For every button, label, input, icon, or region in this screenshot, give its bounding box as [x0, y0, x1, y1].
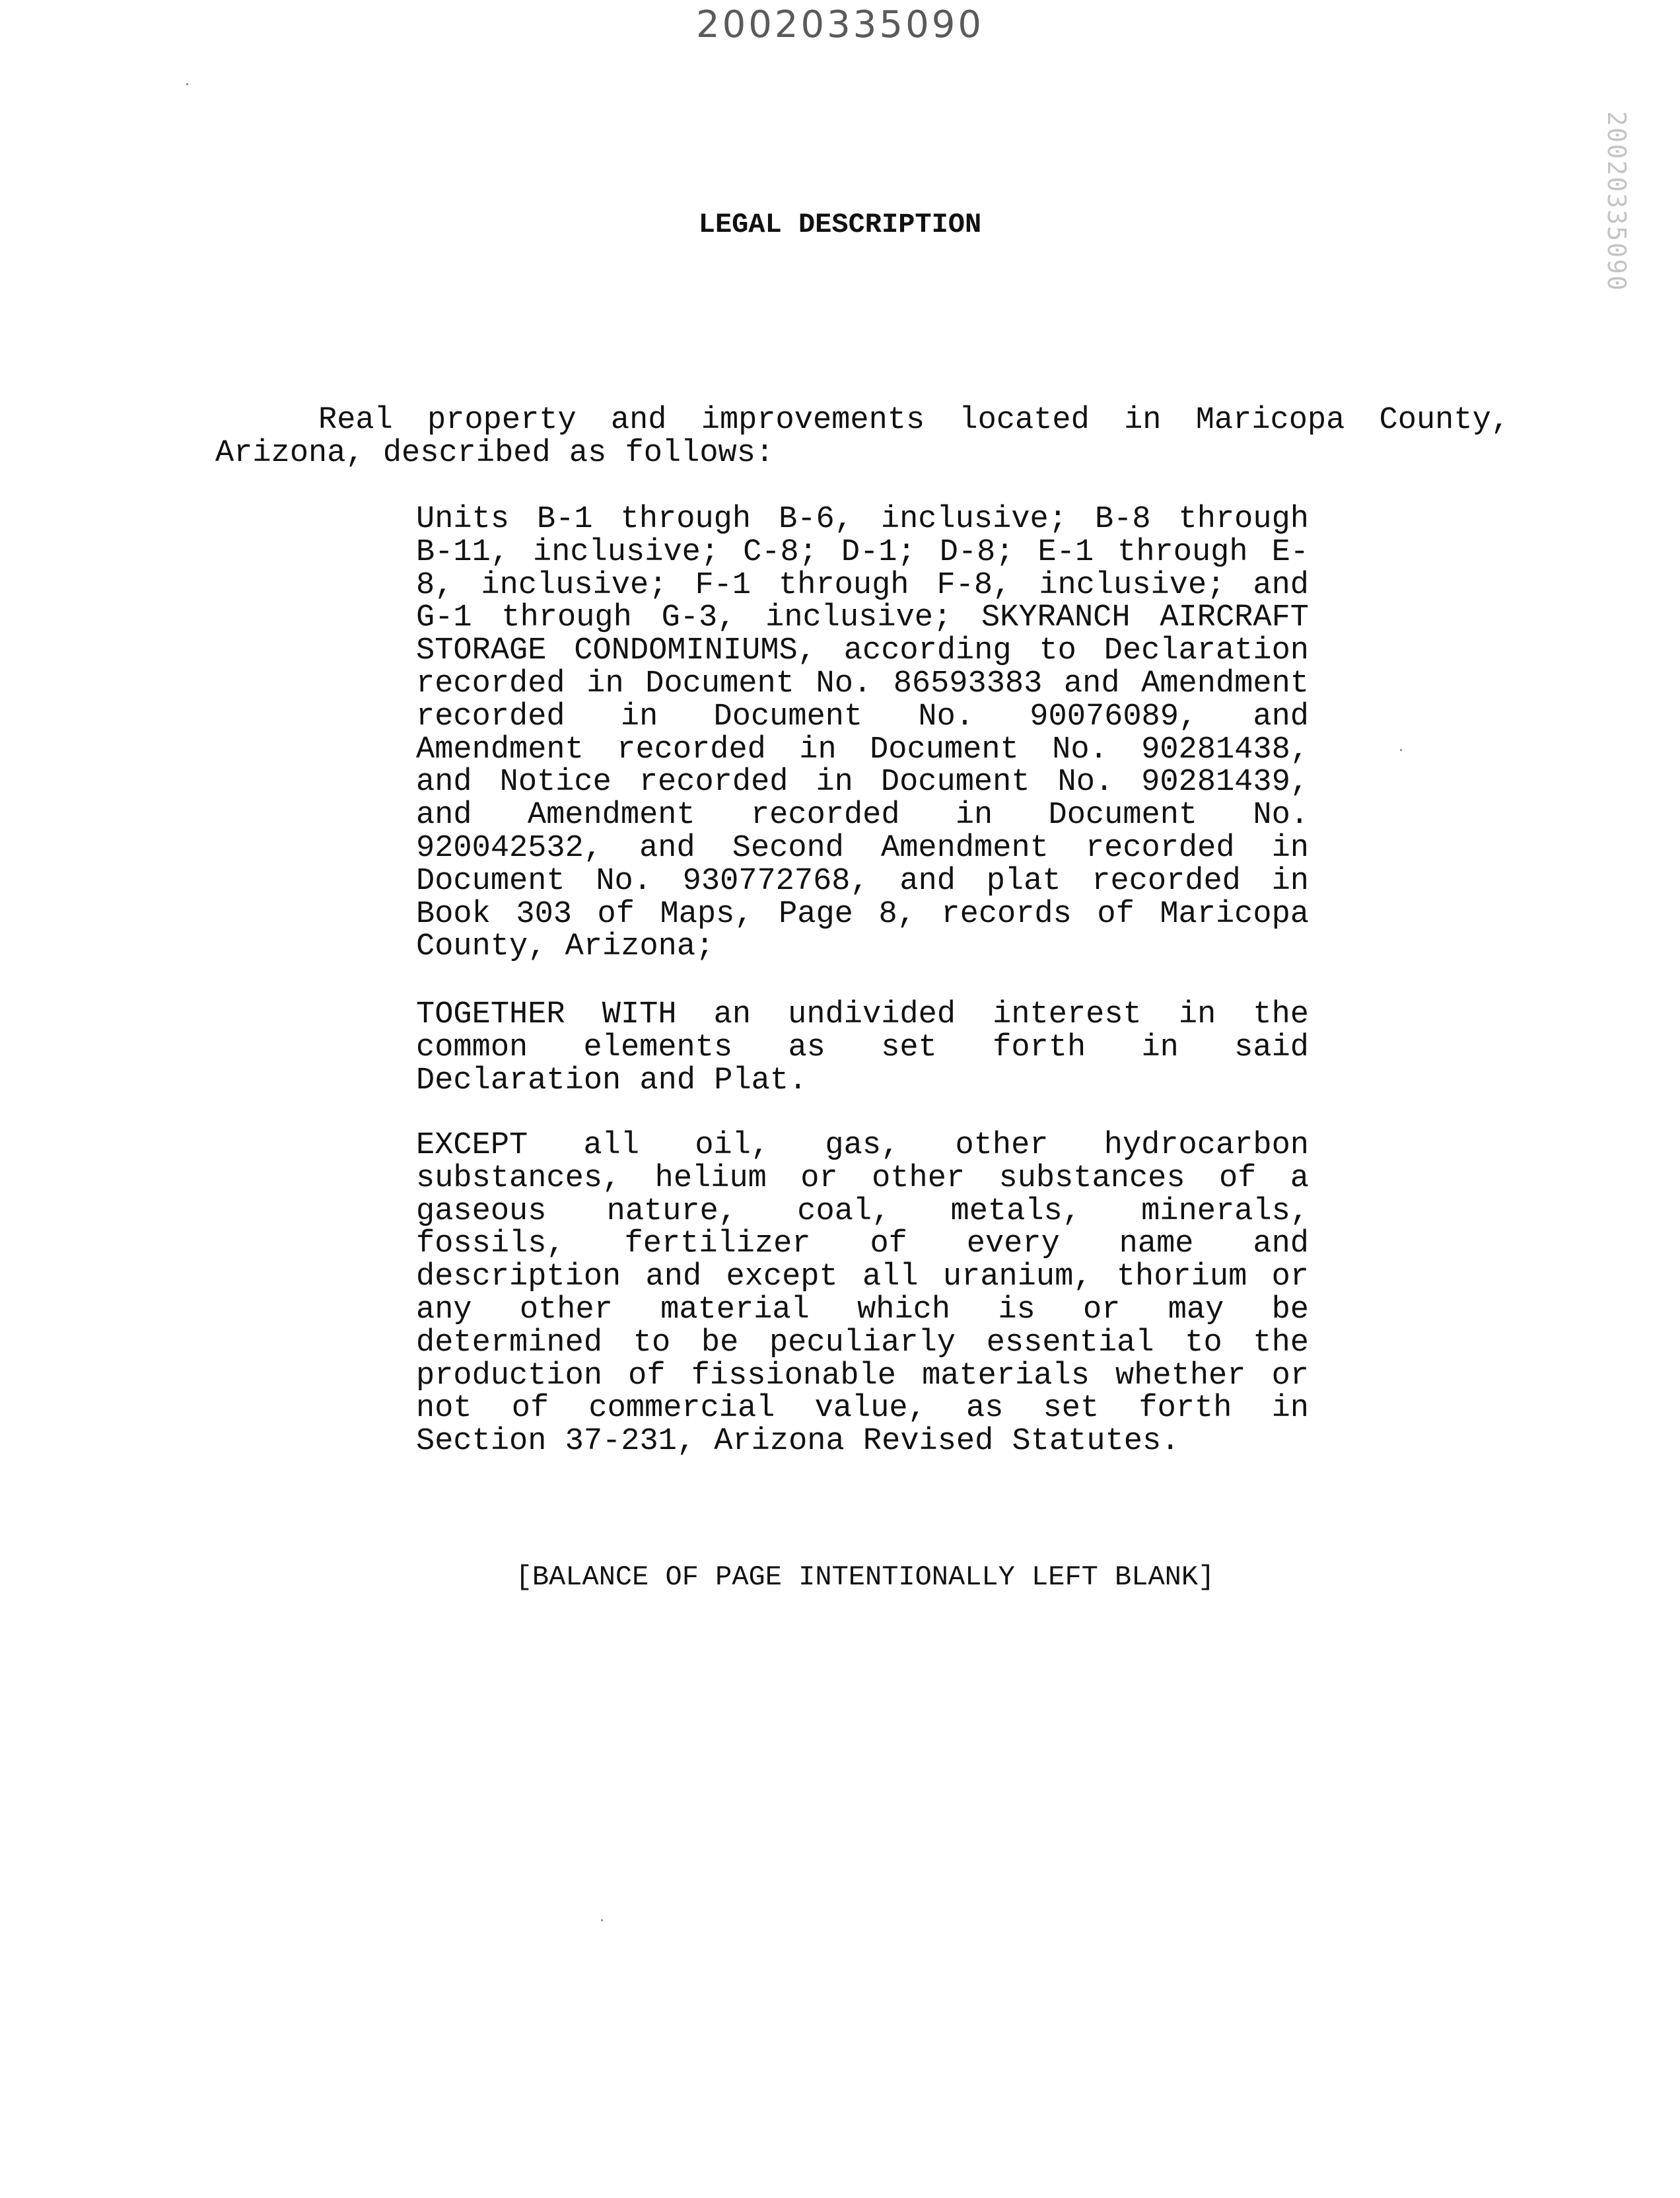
except-paragraph: EXCEPT all oil, gas, other hydrocarbon substances, helium or other substances of a gaseous nature, coal, metals, minerals, fossils, fertilizer of every name and description and except all uranium, thorium or any other material which is or may be determined to be peculiarly essential to the production of fissionable materials whether or not of commercial value, as set forth in Section 37-231, Arizona Revised Statutes.: [416, 1128, 1309, 1460]
side-stamp: [1598, 99, 1635, 304]
intro-paragraph: Real property and improvements located in Maricopa County, Arizona, described as follows:: [215, 403, 1510, 471]
page-title: LEGAL DESCRIPTION: [698, 209, 982, 240]
recording-number: 20020335090: [696, 3, 984, 46]
side-stamp-text: 20020335090: [1602, 111, 1632, 292]
balance-blank-note: [BALANCE OF PAGE INTENTIONALLY LEFT BLANK]: [515, 1561, 1215, 1593]
scan-speck: [601, 1919, 603, 1921]
together-with-paragraph: TOGETHER WITH an undivided interest in the common elements as set forth in said Declaration and Plat.: [416, 997, 1309, 1098]
units-paragraph: Units B-1 through B-6, inclusive; B-8 through B-11, inclusive; C-8; D-1; D-8; E-1 through E-8, inclusive; F-1 through F-8, inclusive; and G-1 through G-3, inclusive; SKYRANCH AIRCRAFT STORAGE CONDOMINIUMS, according to Declaration recorded in Document No. 86593383 and Amendment recorded in Document No. 90076089, and Amendment recorded in Document No. 90281438, and Notice recorded in Document No. 90281439, and Amendment recorded in Document No. 920042532, and Second Amendment recorded in Document No. 930772768, and plat recorded in Book 303 of Maps, Page 8, records of Maricopa County, Arizona;: [416, 502, 1309, 965]
scan-speck: [186, 83, 188, 85]
scan-speck: [1400, 749, 1402, 751]
